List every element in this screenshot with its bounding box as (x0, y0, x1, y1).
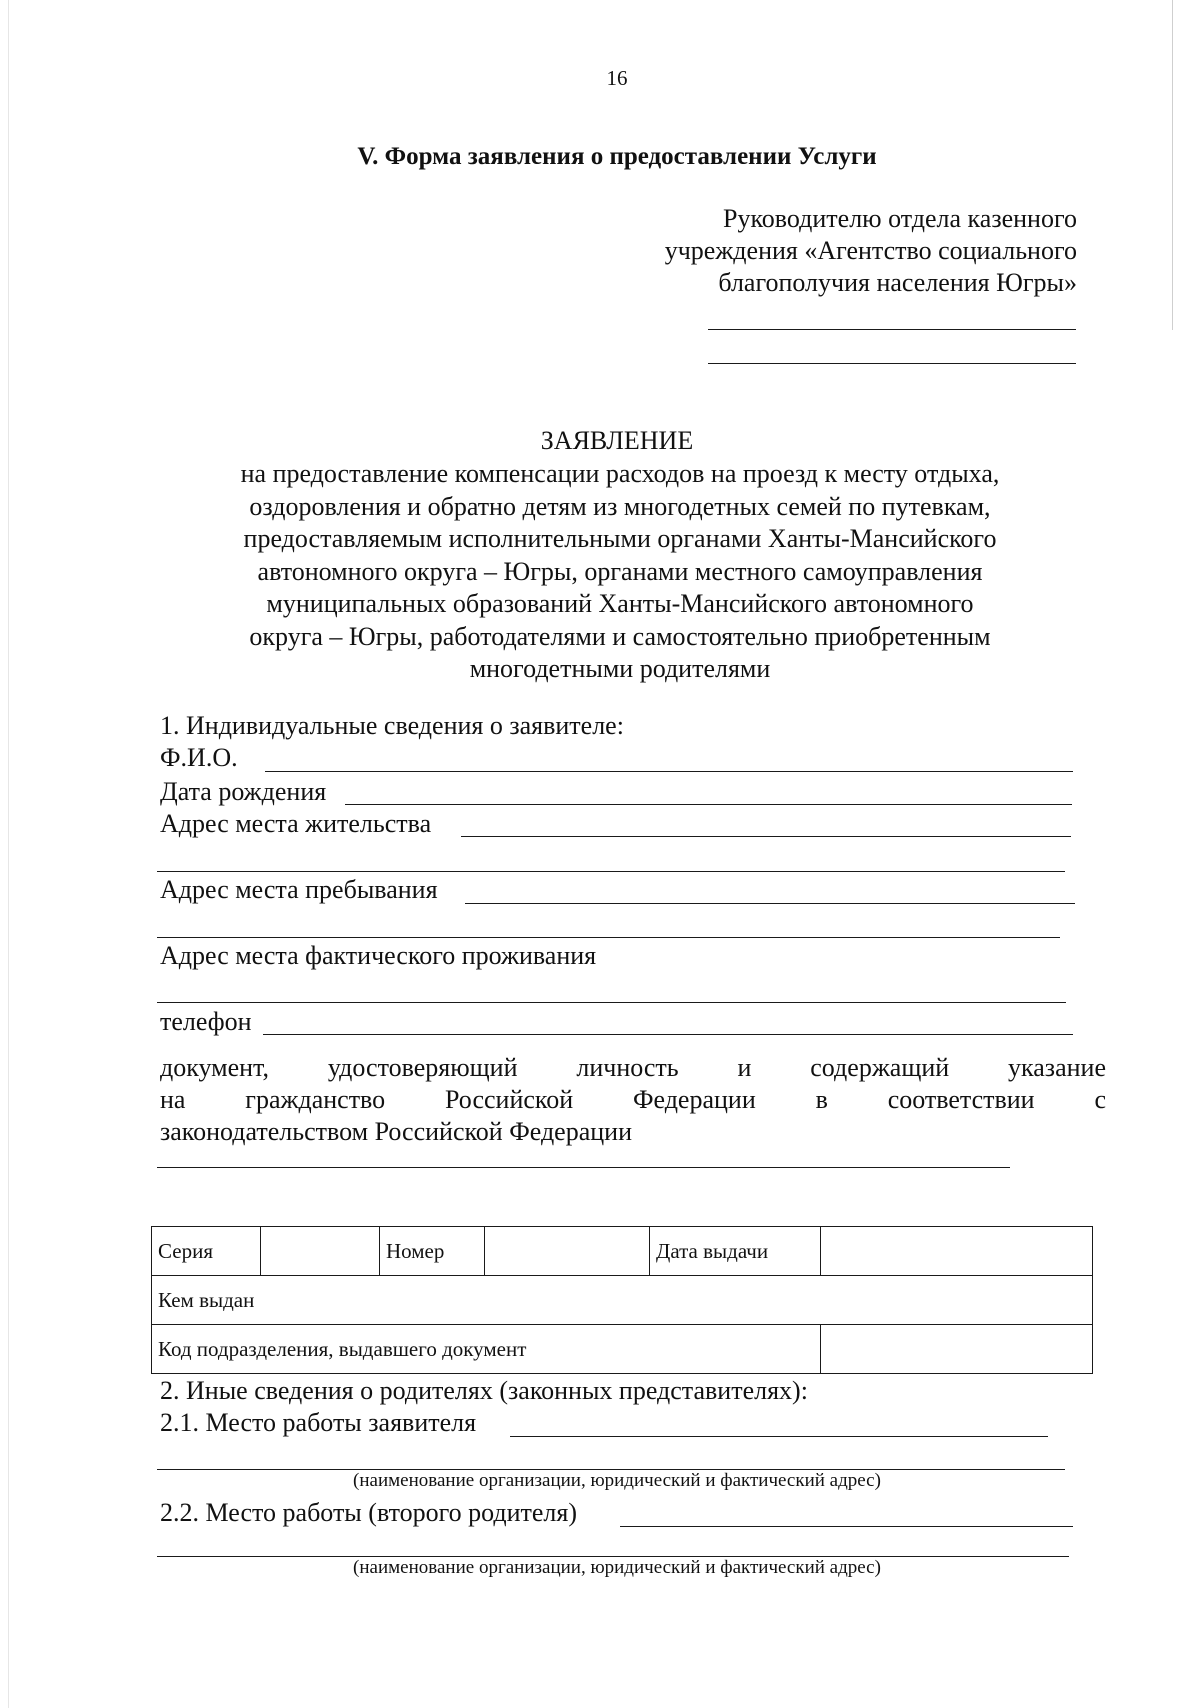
number-label: Номер (380, 1227, 485, 1276)
document-paragraph (160, 1052, 1106, 1148)
stay-row (160, 874, 438, 906)
actual-label: Адрес места фактического проживания (160, 941, 597, 970)
page-number: 16 (606, 66, 628, 90)
series-cell[interactable] (261, 1227, 380, 1276)
birth-label: Дата рождения (160, 777, 327, 806)
document-field[interactable] (157, 1167, 1010, 1168)
actual-row (160, 940, 596, 972)
section1-heading: 1. Индивидуальные сведения о заявителе: (160, 711, 624, 740)
birth-row (160, 776, 326, 808)
recipient-block (665, 203, 1077, 299)
dept-code-cell[interactable] (821, 1325, 1093, 1374)
statement-title: ЗАЯВЛЕНИЕ (540, 426, 694, 455)
series-label: Серия (152, 1227, 261, 1276)
issue-date-label: Дата выдачи (650, 1227, 821, 1276)
recipient-blank-line[interactable] (708, 329, 1076, 330)
work-applicant-row (160, 1407, 476, 1439)
recipient-line: благополучия населения Югры» (718, 268, 1077, 297)
issue-date-cell[interactable] (821, 1227, 1093, 1276)
doc-line-1: документ, удостоверяющий личность и содержащий указание (160, 1053, 1106, 1082)
issued-by-cell[interactable]: Кем выдан (152, 1276, 1093, 1325)
fio-field[interactable] (265, 771, 1073, 772)
residence-field[interactable] (461, 836, 1071, 837)
stay-field-extra[interactable] (157, 937, 1060, 938)
recipient-line: учреждения «Агентство социального (664, 236, 1077, 265)
number-cell[interactable] (485, 1227, 650, 1276)
work-second-field[interactable] (620, 1526, 1073, 1527)
birth-date-field[interactable] (345, 804, 1072, 805)
residence-field-extra[interactable] (157, 871, 1065, 872)
stay-field[interactable] (465, 903, 1075, 904)
section2-heading: 2. Иные сведения о родителях (законных представителях): (160, 1376, 808, 1405)
stay-label: Адрес места пребывания (160, 875, 438, 904)
doc-line-3: законодательством Российской Федерации (160, 1117, 632, 1146)
doc-line-2: на гражданство Российской Федерации в соответствии с (160, 1085, 1106, 1114)
statement-subtitle: на предоставление компенсации расходов на проезд к месту отдыха, оздоровления и обратно детям из многодетных семей по путевкам, предоставляемым исполнительными органами Ханты-Мансийского автономного округа – Югры, органами местного самоуправления муниципальных образований Ханты-Мансийского автономного округа – Югры, работодателями и самостоятельно приобретенным многодетными родителями (240, 459, 1000, 683)
section-title: V. Форма заявления о предоставлении Услуги (357, 143, 877, 170)
work-applicant-field[interactable] (510, 1436, 1048, 1437)
work-applicant-caption: (наименование организации, юридический и фактический адрес) (353, 1470, 881, 1491)
work-second-caption: (наименование организации, юридический и фактический адрес) (353, 1557, 881, 1578)
residence-row (160, 808, 431, 840)
recipient-blank-line[interactable] (708, 363, 1076, 364)
dept-code-label: Код подразделения, выдавшего документ (152, 1325, 821, 1374)
work-applicant-label: 2.1. Место работы заявителя (160, 1408, 477, 1437)
phone-label: телефон (160, 1007, 252, 1036)
recipient-line: Руководителю отдела казенного (723, 204, 1077, 233)
actual-field[interactable] (157, 1002, 1066, 1003)
scan-edge-mark (8, 0, 9, 1708)
work-second-row (160, 1497, 577, 1529)
work-second-label: 2.2. Место работы (второго родителя) (160, 1498, 577, 1527)
phone-field[interactable] (263, 1034, 1073, 1035)
id-document-table (151, 1226, 1093, 1374)
fio-row (160, 742, 238, 774)
fio-label: Ф.И.О. (160, 743, 238, 772)
residence-label: Адрес места жительства (160, 809, 432, 838)
phone-row (160, 1006, 252, 1038)
